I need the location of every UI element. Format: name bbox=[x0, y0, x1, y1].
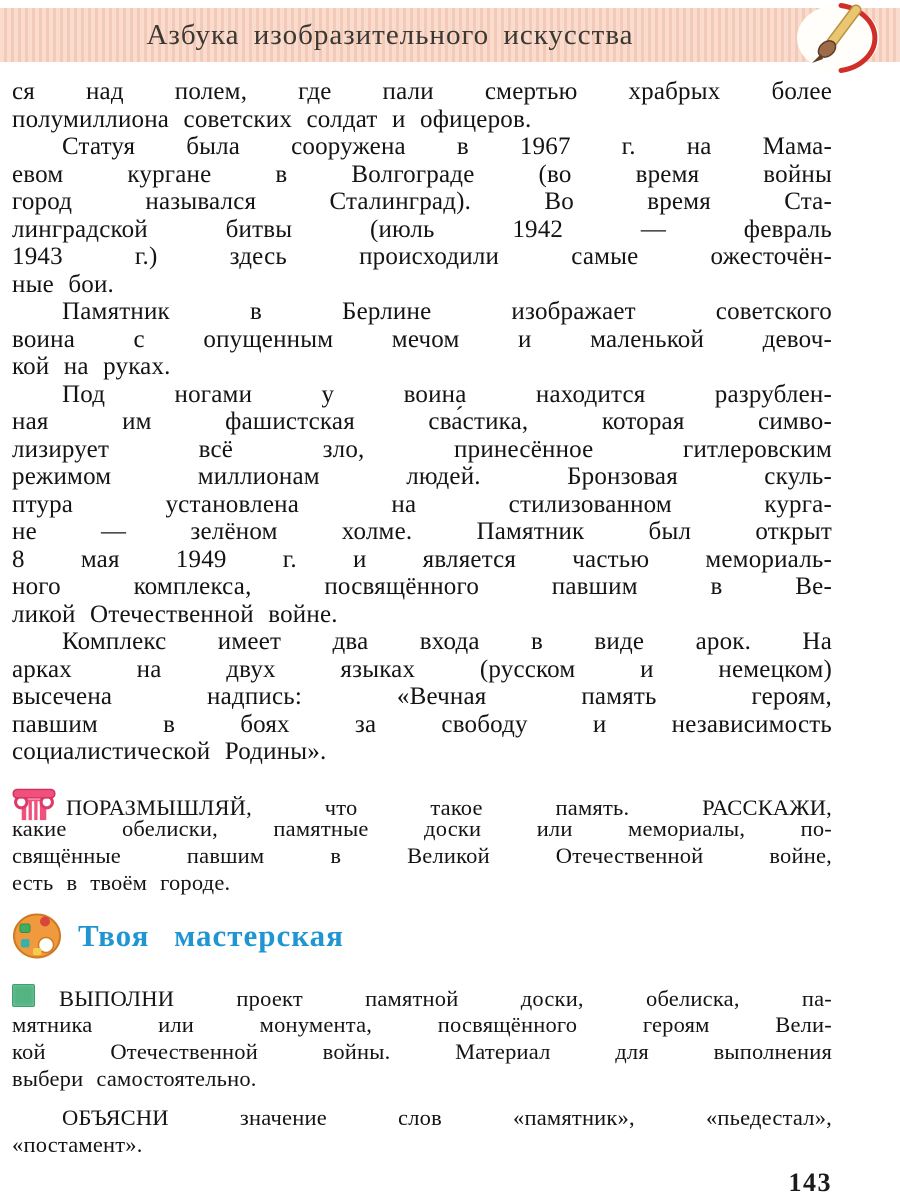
body-text-line: птура установлена на стилизованном курга- bbox=[12, 490, 832, 518]
body-text-line: режимом миллионам людей. Бронзовая скуль- bbox=[12, 463, 832, 490]
body-text-line: ликой Отечественной войне. bbox=[12, 600, 338, 628]
task-text-line: ОБЪЯСНИ значение слов «памятник», «пьедестал», bbox=[62, 1104, 832, 1130]
body-text-line: евом кургане в Волгограде (во время войны bbox=[12, 160, 832, 188]
task-text-line: «постамент». bbox=[12, 1131, 143, 1157]
body-text-line: Памятник в Берлине изображает советского bbox=[62, 298, 832, 325]
body-text-line: ного комплекса, посвящённого павшим в Ве- bbox=[12, 573, 832, 600]
task-text-line: какие обелиски, памятные доски или мемориалы, по- bbox=[12, 815, 832, 841]
task-reflect bbox=[12, 788, 832, 896]
body-text-line: арках на двух языках (русском и немецком) bbox=[12, 655, 832, 683]
task-text-line bbox=[12, 788, 832, 820]
body-text-line: ные бои. bbox=[12, 270, 114, 298]
body-text-line: 1943 г.) здесь происходили самые ожесточён- bbox=[12, 243, 832, 270]
text-column bbox=[12, 78, 832, 1198]
palette-icon bbox=[12, 912, 62, 960]
task-text-line: кой Отечественной войны. Материал для выполнения bbox=[12, 1038, 832, 1064]
body-text-line: кой на руках. bbox=[12, 353, 171, 380]
header-band bbox=[0, 8, 900, 62]
body-text-line: социалистической Родины». bbox=[12, 738, 327, 765]
task-text: ВЫПОЛНИ проект памятной доски, обелиска, па- bbox=[59, 985, 832, 1011]
body-text-line: Статуя была сооружена в 1967 г. на Мама- bbox=[62, 133, 832, 160]
task-perform bbox=[12, 984, 832, 1092]
green-square-icon bbox=[12, 984, 35, 1007]
task-text-line: выбери самостоятельно. bbox=[12, 1065, 257, 1091]
task-text-line: мятника или монумента, посвящённого героям Вели- bbox=[12, 1011, 832, 1037]
body-text-line: город назывался Сталинград). Во время Ста- bbox=[12, 188, 832, 215]
task-text-line: свящённые павшим в Великой Отечественной войне, bbox=[12, 842, 832, 868]
body-text-line: Под ногами у воина находится разрублен- bbox=[62, 380, 832, 408]
body-text-line: линградской битвы (июль 1942 — февраль bbox=[12, 215, 832, 243]
paintbrush-badge-icon bbox=[794, 2, 882, 74]
body-text-line: не — зелёном холме. Памятник был открыт bbox=[12, 518, 832, 545]
body-text-line: лизирует всё зло, принесённое гитлеровским bbox=[12, 435, 832, 463]
body-text-line: полумиллиона советских солдат и офицеров. bbox=[12, 105, 532, 133]
body-text-line: 8 мая 1949 г. и является частью мемориаль- bbox=[12, 545, 832, 573]
body-text-line: Комплекс имеет два входа в виде арок. На bbox=[62, 628, 832, 655]
task-text-line bbox=[12, 984, 832, 1011]
page-number: 143 bbox=[788, 1167, 832, 1197]
body-text-line: воина с опущенным мечом и маленькой девоч- bbox=[12, 325, 832, 353]
body-text-line: ся над полем, где пали смертью храбрых более bbox=[12, 78, 832, 105]
body-text-line: высечена надпись: «Вечная память героям, bbox=[12, 683, 832, 710]
page-title: Азбука изобразительного искусства bbox=[146, 19, 634, 51]
body-text-line: павшим в боях за свободу и независимость bbox=[12, 710, 832, 738]
task-text: ПОРАЗМЫШЛЯЙ, что такое память. РАССКАЖИ, bbox=[66, 794, 832, 820]
task-text-line: есть в твоём городе. bbox=[12, 869, 231, 895]
workshop-section-heading bbox=[12, 910, 832, 962]
task-explain bbox=[12, 1104, 832, 1158]
workshop-title: Твоя мастерская bbox=[78, 917, 344, 953]
body-text-line: ная им фашистская сва́стика, которая симво- bbox=[12, 408, 832, 435]
